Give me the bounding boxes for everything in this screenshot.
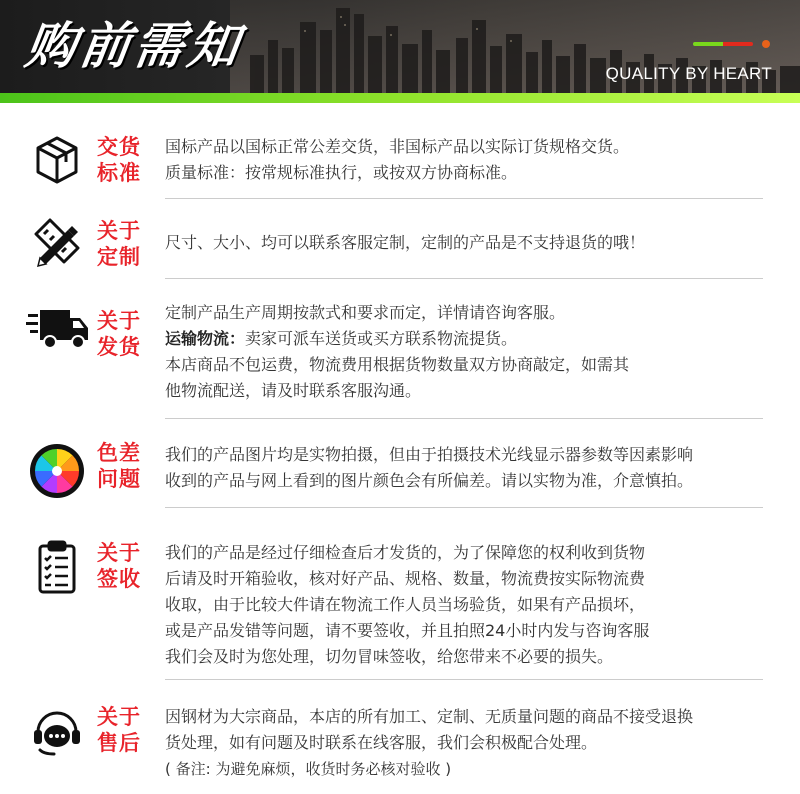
- divider: [165, 198, 763, 199]
- text-line: 质量标准：按常规标准执行，或按双方协商标准。: [165, 163, 518, 182]
- text-line: 我们会及时为您处理，切勿冒味签收，给您带来不必要的损失。: [165, 647, 614, 666]
- text-line: 国标产品以国标正常公差交货，非国标产品以实际订货规格交货。: [165, 137, 630, 156]
- delivery-truck-icon: [26, 300, 90, 358]
- bold-lead-text: 运输物流：: [165, 329, 246, 348]
- section-body: [165, 704, 785, 782]
- text-line: 后请及时开箱验收，核对好产品、规格、数量，物流费按实际物流费: [165, 569, 646, 588]
- page-title: 购前需知: [21, 17, 247, 75]
- clipboard-checklist-icon: [28, 538, 86, 596]
- text-line: 货处理，如有问题及时联系在线客服，我们会积极配合处理。: [165, 733, 598, 752]
- section-body: [165, 134, 785, 186]
- chat-headset-icon: [28, 702, 86, 760]
- package-box-icon: [28, 130, 86, 188]
- section-body: [165, 300, 785, 404]
- section-heading: 关于 售后: [97, 705, 141, 755]
- text-line: 运输物流：卖家可派车送货或买方联系物流提货。: [165, 329, 518, 348]
- text-line: 本店商品不包运费，物流费用根据货物数量双方协商敲定，如需其: [165, 355, 630, 374]
- section-heading: 交货 标准: [97, 135, 141, 185]
- section-heading: 关于 定制: [97, 219, 141, 269]
- text-line: 我们的产品图片均是实物拍摄，但由于拍摄技术光线显示器参数等因素影响: [165, 445, 694, 464]
- text-line: 我们的产品是经过仔细检查后才发货的，为了保障您的权利收到货物: [165, 543, 646, 562]
- section-heading: 色差 问题: [97, 441, 141, 491]
- section-heading: 关于 签收: [97, 541, 141, 591]
- text-line: 尺寸、大小、均可以联系客服定制，定制的产品是不支持退货的哦！: [165, 233, 646, 252]
- accent-dot: [762, 40, 770, 48]
- header-banner: [0, 0, 800, 93]
- text-line: 收到的产品与网上看到的图片颜色会有所偏差。请以实物为准，介意慎拍。: [165, 471, 694, 490]
- section-body: [165, 540, 785, 670]
- section-heading: 关于 发货: [97, 309, 141, 359]
- section-body: [165, 230, 785, 256]
- section-body: [165, 442, 785, 494]
- accent-line: [693, 42, 753, 46]
- text-line: 他物流配送，请及时联系客服沟通。: [165, 381, 422, 400]
- green-accent-bar: [0, 93, 800, 103]
- text-line: 收取，由于比较大件请在物流工作人员当场验货，如果有产品损坏，: [165, 595, 646, 614]
- text-line: 因钢材为大宗商品，本店的所有加工、定制、无质量问题的商品不接受退换: [165, 707, 694, 726]
- divider: [165, 679, 763, 680]
- divider: [165, 507, 763, 508]
- ruler-pencil-icon: [28, 212, 86, 270]
- divider: [165, 418, 763, 419]
- text-line: 定制产品生产周期按款式和要求而定，详情请咨询客服。: [165, 303, 566, 322]
- color-wheel-icon: [28, 442, 86, 500]
- divider: [165, 278, 763, 279]
- text-line: ( 备注: 为避免麻烦，收货时务必核对验收 ): [165, 760, 452, 778]
- text-line: 或是产品发错等问题，请不要签收，并且拍照24小时内发与咨询客服: [165, 621, 650, 640]
- banner-subtitle: QUALITY BY HEART: [605, 64, 772, 83]
